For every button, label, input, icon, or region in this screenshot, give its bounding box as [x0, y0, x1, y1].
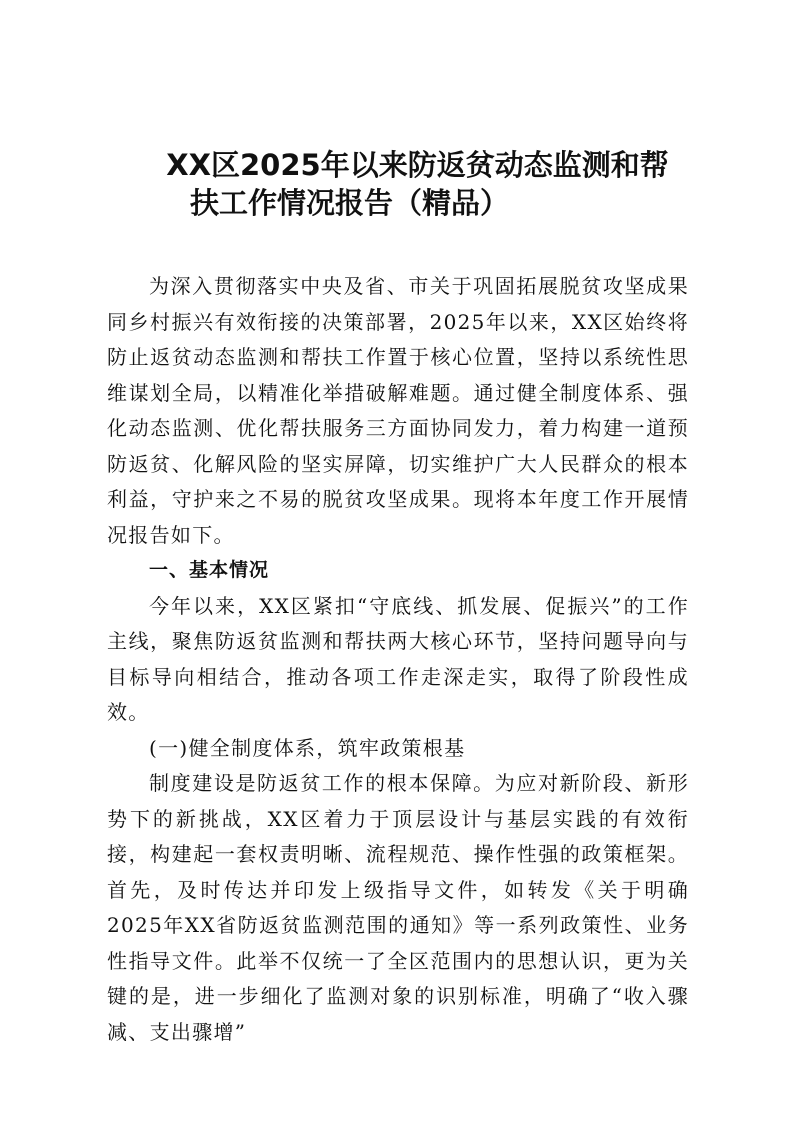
- document-title-line-1: XX区2025年以来防返贫动态监测和帮: [166, 148, 669, 182]
- subsection-heading: (一)健全制度体系，筑牢政策根基: [149, 735, 466, 760]
- system-building-paragraph: 制度建设是防返贫工作的根本保障。为应对新阶段、新形势下的新挑战，XX区着力于顶层设计与基层实践的有效衔接，构建起一套权责明晰、流程规范、操作性强的政策框架。首先，及时传达并印发上级指导文件，如转发《关于明确2025年XX省防返贫监测范围的通知》等一系列政策性、业务性指导文件。此举不仅统一了全区范围内的思想认识，更为关键的是，进一步细化了监测对象的识别标准，明确了“收入骤减、支出骤增”: [107, 771, 689, 1044]
- document-title-line-2: 扶工作情况报告（精品）: [190, 186, 510, 220]
- document-body: [107, 269, 689, 1050]
- intro-paragraph: 为深入贯彻落实中央及省、市关于巩固拓展脱贫攻坚成果同乡村振兴有效衔接的决策部署，2025年以来，XX区始终将防止返贫动态监测和帮扶工作置于核心位置，坚持以系统性思维谋划全局，以精准化举措破解难题。通过健全制度体系、强化动态监测、优化帮扶服务三方面协同发力，着力构建一道预防返贫、化解风险的坚实屏障，切实维护广大人民群众的根本利益，守护来之不易的脱贫攻坚成果。现将本年度工作开展情况报告如下。: [107, 274, 689, 547]
- basic-situation-paragraph: 今年以来，XX区紧扣“守底线、抓发展、促振兴”的工作主线，聚焦防返贫监测和帮扶两大核心环节，坚持问题导向与目标导向相结合，推动各项工作走深走实，取得了阶段性成效。: [107, 593, 689, 724]
- section-heading: 一、基本情况: [149, 559, 270, 581]
